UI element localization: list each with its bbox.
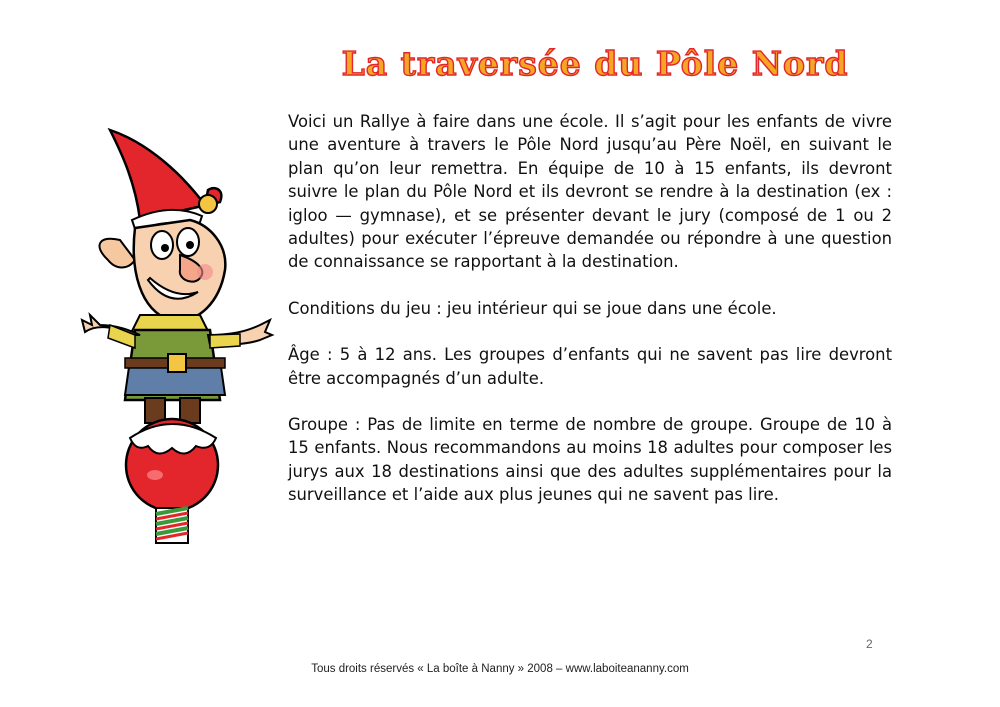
page-title: La traversée du Pôle Nord	[341, 44, 849, 83]
age-paragraph: Âge : 5 à 12 ans. Les groupes d’enfants qui ne savent pas lire devront être accompagnés d’un adulte.	[288, 345, 892, 388]
intro-paragraph: Voici un Rallye à faire dans une école. Il s’agit pour les enfants de vivre une aventure à travers le Pôle Nord jusqu’au Père Noël, en suivant le plan qu’on leur remettra. En équipe de 10 à 15 enfants, ils devront suivre le plan du Pôle Nord et ils devront se rendre à la destination (ex : igloo — gymnase), et se présenter devant le jury (composé de 1 ou 2 adultes) pour exécuter l’épreuve demandée ou répondre à une question de connaissance se rapportant à la destination.	[288, 112, 892, 272]
conditions-paragraph: Conditions du jeu : jeu intérieur qui se joue dans une école.	[288, 298, 777, 318]
footer-copyright: Tous droits réservés « La boîte à Nanny » 2008 – www.laboiteananny.com	[311, 663, 689, 675]
page-number: 2	[866, 637, 873, 651]
body-text	[288, 110, 892, 530]
group-paragraph: Groupe : Pas de limite en terme de nombre de groupe. Groupe de 10 à 15 enfants. Nous recommandons au moins 18 adultes pour composer les jurys aux 18 destinations ainsi que des adultes supplémentaires pour la surveillance et l’aide aux plus jeunes qui ne savent pas lire.	[288, 415, 892, 505]
elf-illustration	[80, 120, 275, 545]
